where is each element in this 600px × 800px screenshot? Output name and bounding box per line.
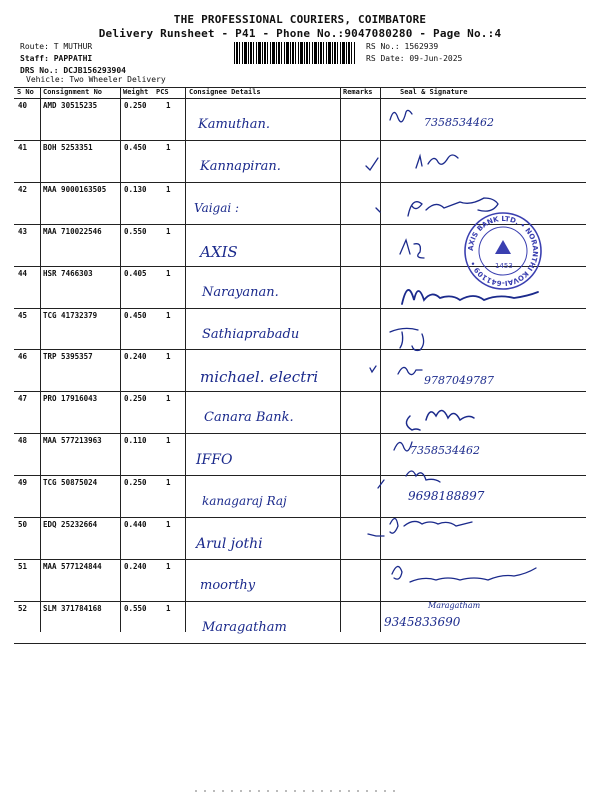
row-consignee-handwritten: Kannapiran. xyxy=(200,158,281,174)
row-consignment-no: MAA 9000163505 xyxy=(43,184,107,194)
row-consignee-handwritten: Kamuthan. xyxy=(198,117,271,132)
row-pcs: 1 xyxy=(166,142,171,152)
col-header-weight: Weight xyxy=(123,88,149,96)
runsheet-barcode xyxy=(234,42,356,64)
row-consignment-no: TCG 50875024 xyxy=(43,478,98,488)
row-pcs: 1 xyxy=(166,436,171,446)
row-consignee-handwritten: IFFO xyxy=(196,452,233,469)
tick-mark xyxy=(366,158,378,170)
tick-mark xyxy=(368,534,384,536)
row-consignment-no: BOH 5253351 xyxy=(43,142,93,152)
col-header-consignee: Consignee Details xyxy=(189,88,261,96)
col-header-sno: S No xyxy=(17,88,34,96)
row-sno: 49 xyxy=(18,478,28,488)
row-consignment-no: HSR 7466303 xyxy=(43,268,93,278)
signature-scribble xyxy=(406,471,440,482)
row-weight: 0.250 xyxy=(124,478,147,488)
row-pcs: 1 xyxy=(166,352,171,362)
row-consignment-no: MAA 577213963 xyxy=(43,436,102,446)
column-rule xyxy=(185,87,186,632)
signature-scribble xyxy=(416,155,458,168)
row-consignee-handwritten: michael. electri xyxy=(200,368,319,387)
row-rule xyxy=(14,643,586,644)
signature-scribble xyxy=(390,328,424,350)
row-sno: 43 xyxy=(18,226,28,236)
row-sno: 51 xyxy=(18,561,28,571)
row-pcs: 1 xyxy=(166,226,171,236)
route-text: Route: T MUTHUR xyxy=(20,42,93,51)
row-consignment-no: EDQ 25232664 xyxy=(43,520,98,529)
row-consignee-handwritten: Vaigai : xyxy=(194,200,240,215)
row-weight: 0.440 xyxy=(124,520,147,529)
row-sno: 46 xyxy=(18,352,28,362)
row-consignee-handwritten: moorthy xyxy=(200,577,256,593)
row-sno: 52 xyxy=(18,603,28,613)
signature-scribble xyxy=(402,290,538,304)
tick-mark xyxy=(376,208,380,212)
signature-phone-48: 7358534462 xyxy=(410,444,480,457)
row-consignment-no: TRP 5395357 xyxy=(43,352,93,362)
row-sno: 48 xyxy=(18,436,28,446)
row-pcs: 1 xyxy=(166,520,171,529)
signature-phone-40: 7358534462 xyxy=(424,116,494,129)
row-consignee-handwritten: Maragatham xyxy=(202,619,287,635)
row-weight: 0.405 xyxy=(124,268,147,278)
row-sno: 45 xyxy=(18,310,28,320)
row-weight: 0.550 xyxy=(124,603,147,613)
staff-text: Staff: PAPPATHI xyxy=(20,54,93,63)
row-weight: 0.240 xyxy=(124,561,147,571)
row-consignee-handwritten: AXIS xyxy=(200,242,238,261)
row-pcs: 1 xyxy=(166,268,171,278)
row-pcs: 1 xyxy=(166,101,171,110)
row-consignee-handwritten: kanagaraj Raj xyxy=(202,494,287,509)
row-pcs: 1 xyxy=(166,561,171,571)
signature-scribble xyxy=(406,410,474,430)
rs-number: RS No.: 1562939 xyxy=(366,42,439,51)
row-weight: 0.110 xyxy=(124,436,147,446)
rs-date: RS Date: 09-Jun-2025 xyxy=(366,54,463,63)
signature-name-52: Maragatham xyxy=(428,601,481,610)
col-header-seal-signature: Seal & Signature xyxy=(400,88,468,96)
row-weight: 0.450 xyxy=(124,310,147,320)
row-sno: 47 xyxy=(18,394,28,404)
row-pcs: 1 xyxy=(166,310,171,320)
row-weight: 0.240 xyxy=(124,352,147,362)
row-pcs: 1 xyxy=(166,184,171,194)
row-consignment-no: MAA 710022546 xyxy=(43,226,102,236)
row-weight: 0.550 xyxy=(124,226,147,236)
remarks-ticks xyxy=(340,96,388,632)
signature-phone-46: 9787049787 xyxy=(424,374,494,387)
company-title: THE PROFESSIONAL COURIERS, COIMBATORE xyxy=(173,13,427,26)
row-weight: 0.450 xyxy=(124,142,147,152)
vehicle-text: Vehicle: Two Wheeler Delivery xyxy=(26,75,166,84)
seal-ring-text: AXIS BANK LTD. • NORANTHI KOVAI-641109 • xyxy=(466,214,540,288)
row-pcs: 1 xyxy=(166,603,171,613)
row-pcs: 1 xyxy=(166,478,171,488)
column-rule xyxy=(120,87,121,632)
axis-bank-seal xyxy=(462,210,544,292)
row-pcs: 1 xyxy=(166,394,171,404)
row-weight: 0.250 xyxy=(124,394,147,404)
column-rule xyxy=(40,87,41,632)
bank-logo-icon xyxy=(495,240,511,254)
signatures-layer xyxy=(380,96,586,632)
tick-mark xyxy=(370,366,376,372)
signature-scribble xyxy=(390,518,472,533)
row-sno: 41 xyxy=(18,142,28,152)
col-header-remarks: Remarks xyxy=(343,88,373,96)
row-consignee-handwritten: Sathiaprabadu xyxy=(202,326,300,342)
runsheet-subtitle: Delivery Runsheet - P41 - Phone No.:9047080280 - Page No.:4 xyxy=(98,27,502,40)
row-consignment-no: SLM 371784168 xyxy=(43,603,102,613)
seal-code: 1453 xyxy=(495,262,513,270)
signature-phone-52: 9345833690 xyxy=(384,615,461,629)
signature-scribble xyxy=(398,367,422,374)
row-consignment-no: MAA 577124844 xyxy=(43,561,102,571)
row-sno: 50 xyxy=(18,520,28,529)
row-consignee-handwritten: Narayanan. xyxy=(202,284,279,300)
signature-scribble xyxy=(390,110,412,121)
table-top-rule xyxy=(14,87,586,88)
row-consignment-no: PRO 17916043 xyxy=(43,394,98,404)
scan-artifact xyxy=(195,790,395,792)
row-weight: 0.250 xyxy=(124,101,147,110)
signature-scribble xyxy=(392,566,536,582)
row-consignment-no: TCG 41732379 xyxy=(43,310,98,320)
row-sno: 40 xyxy=(18,101,28,110)
row-sno: 42 xyxy=(18,184,28,194)
col-header-consignment: Consignment No xyxy=(43,88,103,96)
drs-number: DRS No.: DCJB156293904 xyxy=(20,66,126,75)
col-header-pcs: PCS xyxy=(156,88,169,96)
signature-phone-49: 9698188897 xyxy=(408,489,485,503)
row-consignee-handwritten: Arul jothi xyxy=(196,536,263,552)
row-sno: 44 xyxy=(18,268,28,278)
row-consignee-handwritten: Canara Bank. xyxy=(204,410,294,426)
signature-scribble xyxy=(400,240,424,258)
tick-mark xyxy=(378,480,384,488)
row-consignment-no: AMD 30515235 xyxy=(43,101,98,110)
row-weight: 0.130 xyxy=(124,184,147,194)
